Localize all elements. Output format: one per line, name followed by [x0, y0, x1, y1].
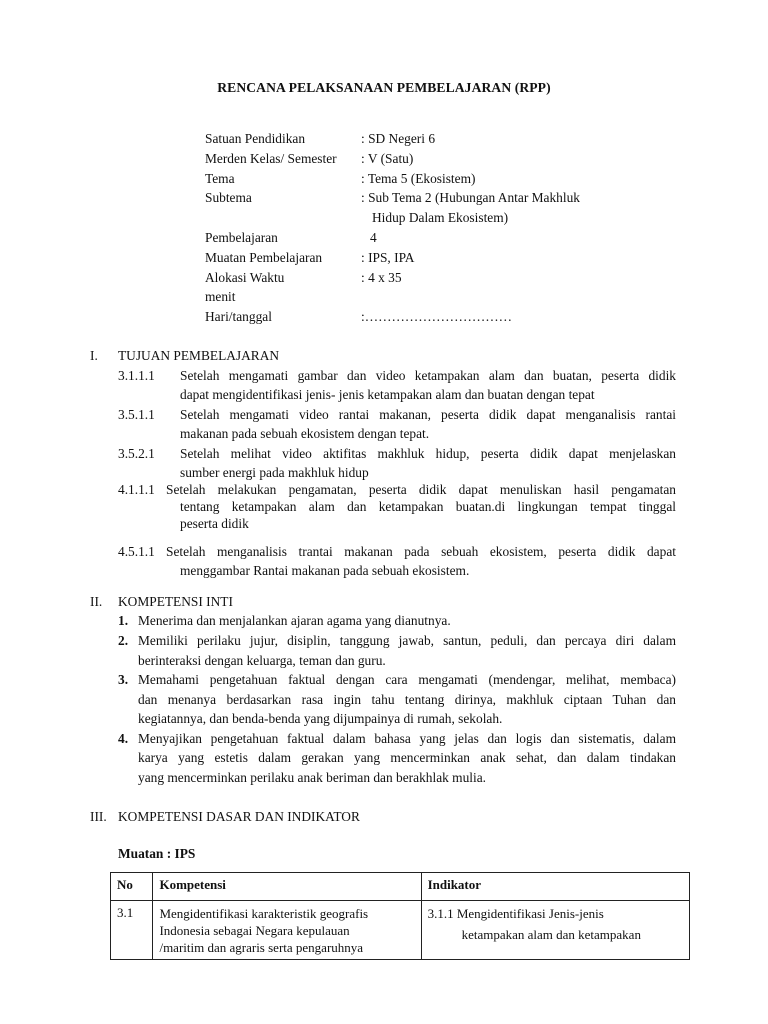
cell-text-line: /maritim dan agraris serta pengaruhnya: [159, 940, 364, 955]
identity-label: Merden Kelas/ Semester: [205, 151, 337, 166]
column-header: Indikator: [421, 873, 689, 901]
identity-value: : SD Negeri 6: [361, 131, 436, 146]
identity-label: Alokasi Waktu: [205, 270, 285, 285]
list-item-line: Menyajikan pengetahuan faktual dalam bahasa yang jelas dan logis dan sistematis, dalam: [138, 731, 676, 746]
subject-heading: Muatan : IPS: [118, 846, 196, 861]
objective-code: 4.1.1.1: [118, 482, 155, 497]
objective-code: 3.1.1.1: [118, 368, 155, 383]
identity-label: Satuan Pendidikan: [205, 131, 306, 146]
objective-line: dapat mengidentifikasi jenis- jenis ketampakan alam dan buatan dengan tepat: [180, 387, 595, 402]
cell-text-line: Indonesia sebagai Negara kepulauan: [159, 923, 350, 938]
table-row: [111, 901, 690, 960]
list-number: 2.: [118, 633, 129, 648]
section-number: II.: [90, 594, 103, 609]
table-cell-competency: [153, 901, 421, 960]
identity-value-continued: Hidup Dalam Ekosistem): [372, 210, 509, 225]
objective-line: Setelah mengamati gambar dan video ketampakan alam dan buatan, peserta didik: [180, 368, 676, 383]
section-number: I.: [90, 348, 98, 363]
objective-line: Setelah melakukan pengamatan, peserta didik dapat menuliskan hasil pengamatan: [166, 482, 676, 497]
cell-text-line: ketampakan alam dan ketampakan: [461, 927, 641, 942]
table-header-row: [111, 873, 690, 901]
cell-text-line: Mengidentifikasi karakteristik geografis: [159, 906, 369, 921]
identity-value: :……………………………: [361, 309, 513, 324]
list-item-line: karya yang estetis dalam gerakan yang mencerminkan anak sehat, dan dalam tindakan: [138, 750, 676, 765]
objective-code: 4.5.1.1: [118, 544, 155, 559]
identity-label: Pembelajaran: [205, 230, 278, 245]
objective-code: 3.5.2.1: [118, 446, 155, 461]
section-number: III.: [90, 809, 107, 824]
objective-line: Setelah melihat video aktifitas makhluk hidup, peserta didik dapat menjelaskan: [180, 446, 676, 461]
section-title: KOMPETENSI DASAR DAN INDIKATOR: [118, 809, 360, 824]
objective-line: Setelah mengamati video rantai makanan, peserta didik dapat menganalisis rantai: [180, 407, 676, 422]
column-header: Kompetensi: [153, 873, 421, 901]
list-item-line: Memahami pengetahuan faktual dengan cara mengamati (mendengar, melihat, membaca): [138, 672, 676, 687]
identity-label: Muatan Pembelajaran: [205, 250, 323, 265]
identity-label: Subtema: [205, 190, 252, 205]
objective-line: sumber energi pada makhluk hidup: [180, 465, 369, 480]
identity-label-continued: menit: [205, 289, 236, 304]
identity-value: : V (Satu): [361, 151, 414, 166]
list-item-line: Memiliki perilaku jujur, disiplin, tanggung jawab, santun, peduli, dan percaya diri dalam: [138, 633, 676, 648]
objective-line: Setelah menganalisis trantai makanan pada sebuah ekosistem, peserta didik dapat: [166, 544, 676, 559]
identity-label: Tema: [205, 171, 235, 186]
list-item-line: yang mencerminkan perilaku anak beriman dan berakhlak mulia.: [138, 770, 487, 785]
list-item-line: Menerima dan menjalankan ajaran agama yang dianutnya.: [138, 613, 451, 628]
column-header: No: [111, 873, 153, 901]
list-number: 1.: [118, 613, 129, 628]
identity-value: : Sub Tema 2 (Hubungan Antar Makhluk: [361, 190, 580, 205]
competency-table: [110, 872, 690, 960]
list-number: 4.: [118, 731, 129, 746]
section-title: TUJUAN PEMBELAJARAN: [118, 348, 280, 363]
cell-text-line: 3.1.1 Mengidentifikasi Jenis-jenis: [427, 906, 604, 921]
list-item-line: kegiatannya, dan benda-benda yang dijumpainya di rumah, sekolah.: [138, 711, 503, 726]
list-item-line: dan menanya berdasarkan rasa ingin tahu tentang dirinya, makhluk ciptaan Tuhan dan: [138, 692, 676, 707]
list-item-line: berinteraksi dengan keluarga, teman dan guru.: [138, 653, 386, 668]
objective-line: peserta didik: [180, 516, 249, 531]
table-cell-no: 3.1: [111, 901, 153, 960]
identity-label: Hari/tanggal: [205, 309, 272, 324]
list-number: 3.: [118, 672, 129, 687]
objective-line: makanan pada sebuah ekosistem dengan tepat.: [180, 426, 430, 441]
identity-value: : 4 x 35: [361, 270, 402, 285]
objective-code: 3.5.1.1: [118, 407, 155, 422]
identity-value: : Tema 5 (Ekosistem): [361, 171, 476, 186]
objective-line: menggambar Rantai makanan pada sebuah ekosistem.: [180, 563, 470, 578]
table-cell-indicator: [421, 901, 689, 960]
document-title: RENCANA PELAKSANAAN PEMBELAJARAN (RPP): [217, 80, 551, 95]
section-title: KOMPETENSI INTI: [118, 594, 233, 609]
identity-value: : IPS, IPA: [361, 250, 415, 265]
objective-line: tentang ketampakan alam dan ketampakan buatan.di lingkungan tempat tinggal: [180, 499, 676, 514]
identity-value: 4: [370, 230, 377, 245]
